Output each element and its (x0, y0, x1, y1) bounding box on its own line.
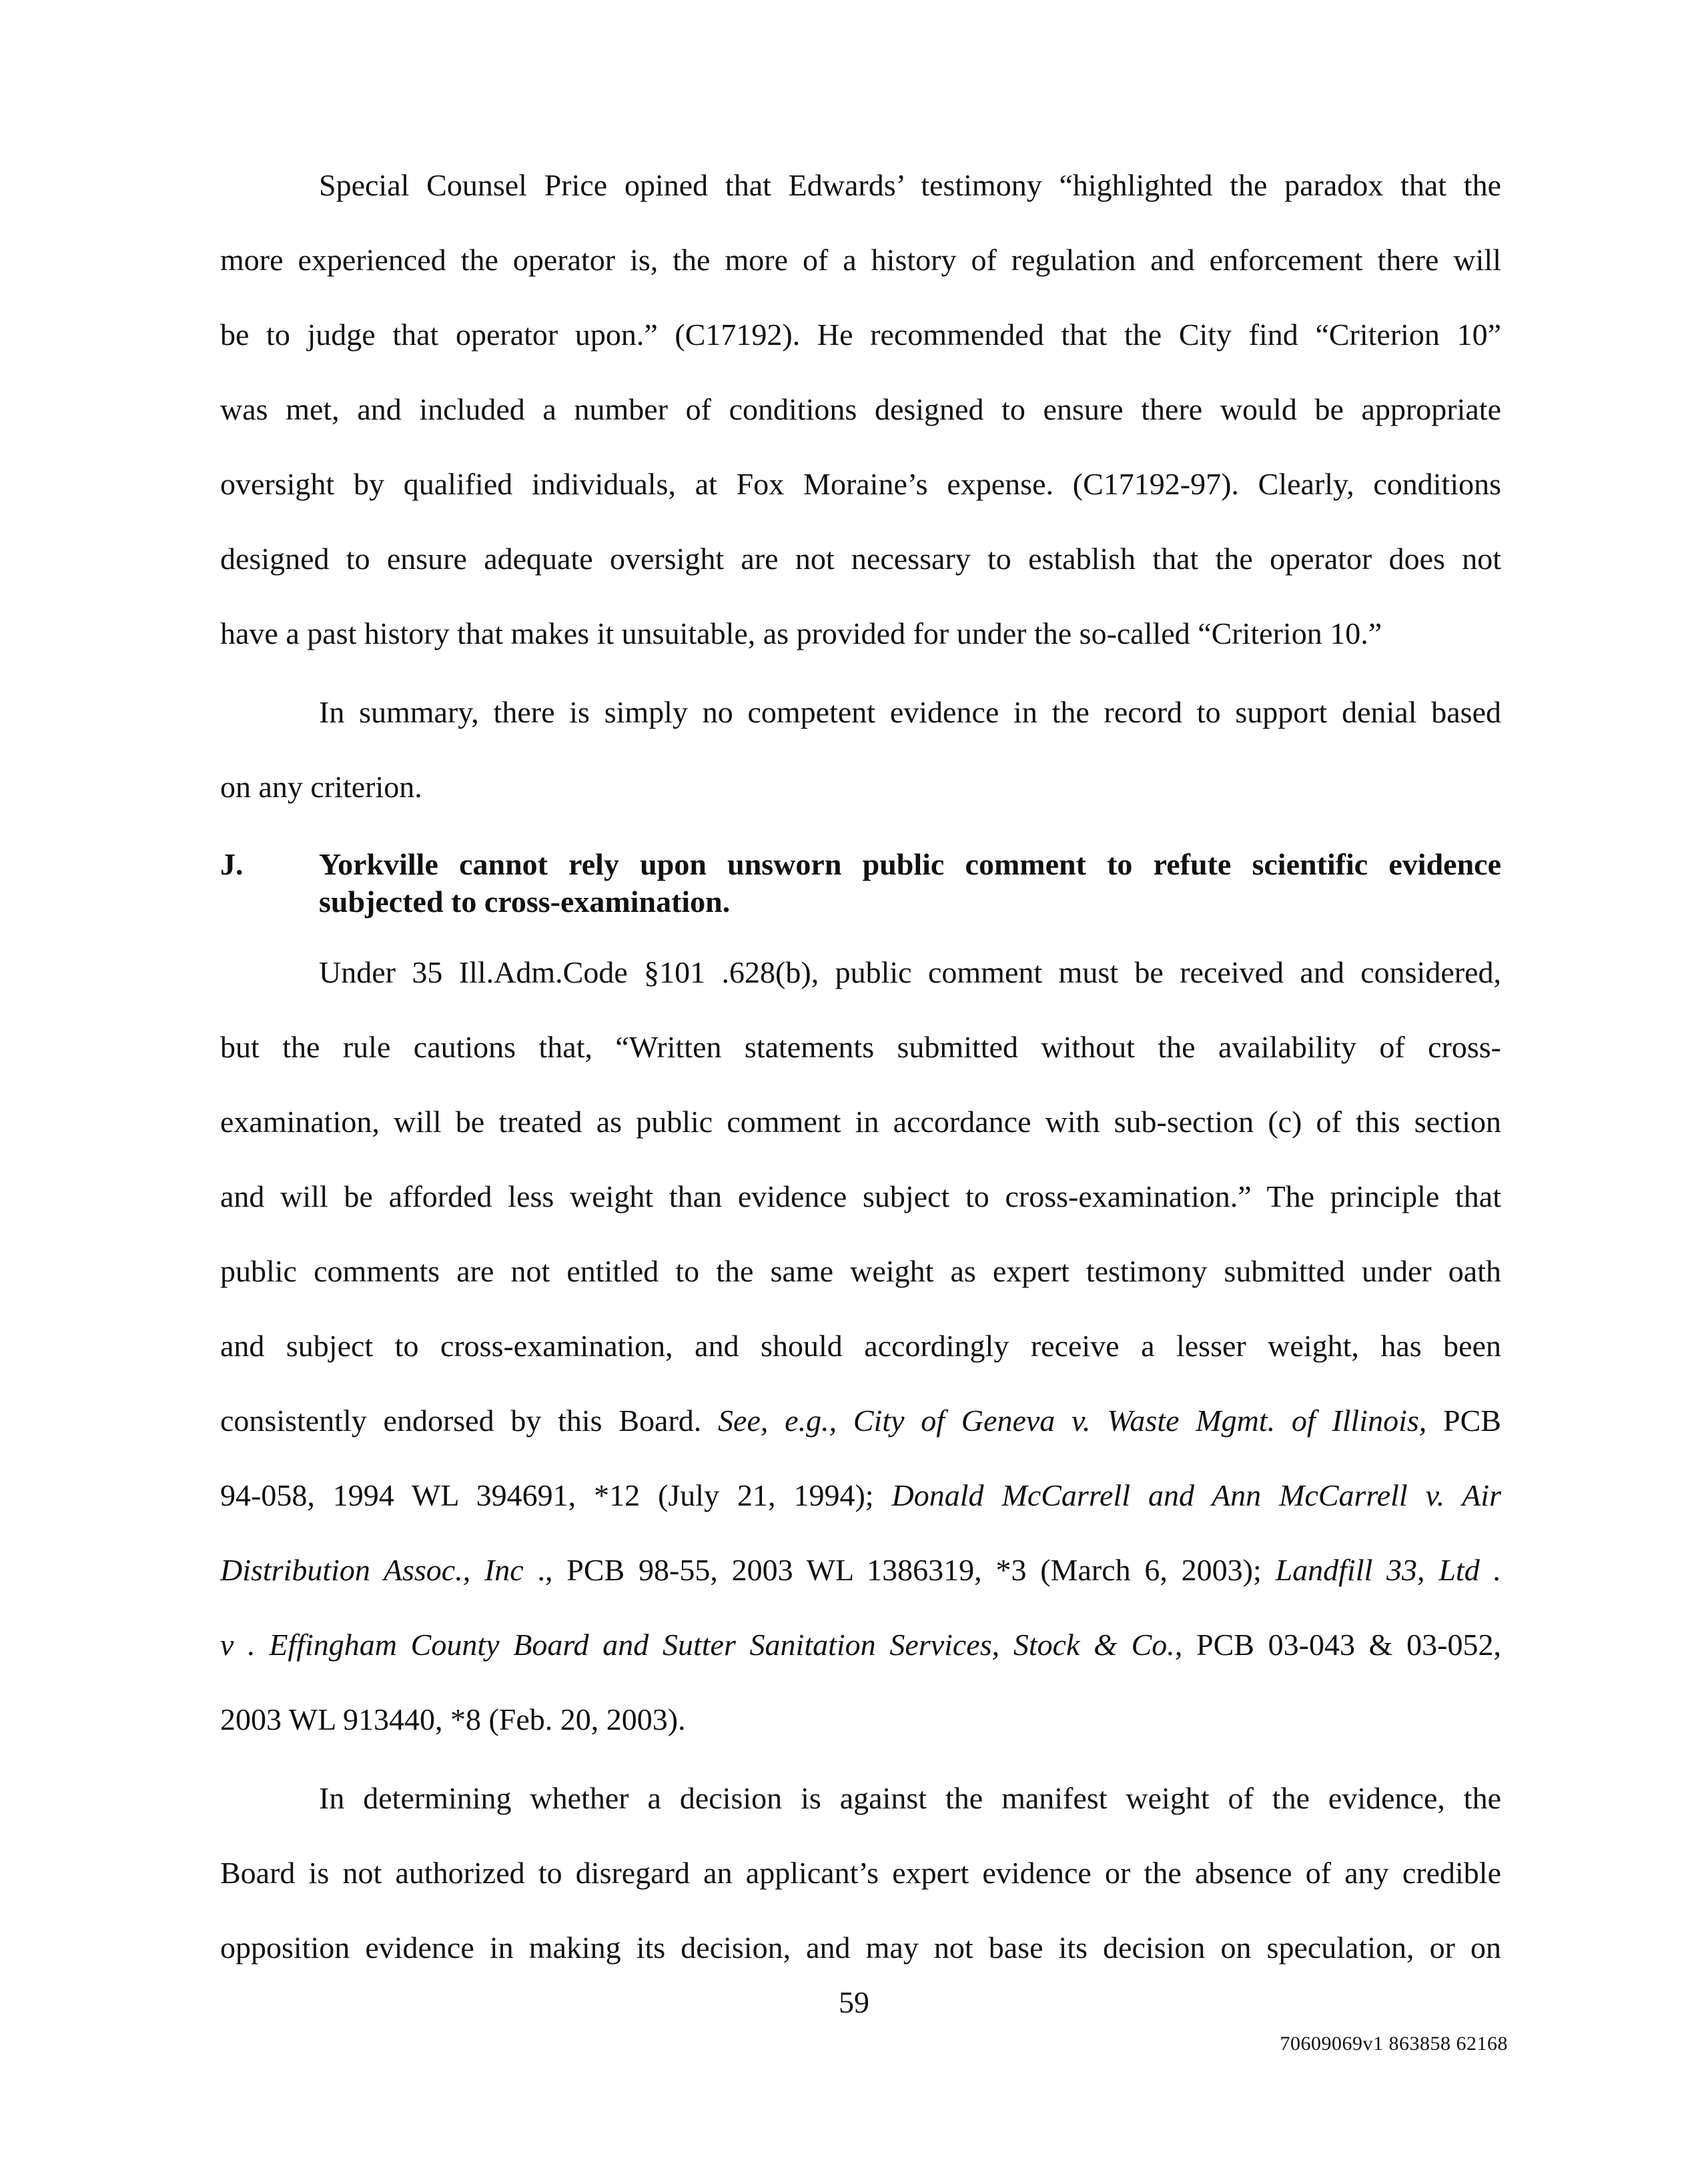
heading-label: J. (220, 847, 244, 881)
citation: Landfill 33, Ltd . (1275, 1553, 1501, 1587)
heading-text: subjected to cross-examination. (319, 885, 731, 919)
citation: v . Effingham County Board and Sutter Sanitation Services, Stock & Co. (220, 1628, 1175, 1662)
document-page: Special Counsel Price opined that Edwards’ testimony “highlighted the paradox that the more experienced the operator is, the more of a history of regulation and enforcement there will be to judge that operator upon.” (C17192). He recommended that the City find “Criterion 10” was met, and included a number of conditions designed to ensure there would be appropriate oversight by qualified individuals, at Fox Moraine’s expense. (C17192-97). Clearly, conditions designed to ensure adequate oversight are not necessary to establish that the operator does not have a past history that makes it unsuitable, as provided for under the so-called “Criterion 10.” In summary, there is simply no competent evidence in the record to support denial based on any criterion. J. Yorkville cannot rely upon unsworn public comment to refute scientific evidence subjected to cross-examination. Under 35 Ill.Adm.Code §101 .628(b), public comment must be received and considered, but the rule cautions that, “Written statements submitted without the availability of cross- examination, will be treated as public comment in accordance with sub-section (c) of this section and will be afforded less weight than evidence subject to cross-examination.” The principle that public comments are not entitled to the same weight as expert testimony submitted under oath and subject to cross-examination, and should accordingly receive a lesser weight, has been consistently endorsed by this Board. See, e.g., City of Geneva v. Waste Mgmt. of Illinois, PCB 94-058, 1994 WL 394691, *12 (July 21, 1994); Donald McCarrell and Ann McCarrell v. Air Distribution Assoc., Inc ., PCB 98-55, 2003 WL 1386319, *3 (March 6, 2003); Landfill 33, Ltd . v . Effingham County Board and Sutter Sanitation Services, Stock & Co., PCB 03-043 & 03-052, 2003 WL 913440, *8 (Feb. 20, 2003). In determining whether a decision is against the manifest weight of the evidence, the Board is not authorized to disregard an applicant’s expert evidence or the absence of any credible opposition evidence in making its decision, and may not base its decision on speculation, or on 59 70609069v1 863858 62168 (0, 0, 1708, 2172)
document-id: 70609069v1 863858 62168 (1280, 2033, 1508, 2055)
page-number: 59 (839, 1985, 869, 2019)
citation: Distribution Assoc., Inc (220, 1553, 524, 1587)
citation: See, e.g., City of Geneva v. Waste Mgmt. of Illinois, (718, 1404, 1427, 1438)
heading-text: Yorkville cannot rely upon unsworn public comment to refute scientific evidence (319, 847, 1501, 881)
citation: Donald McCarrell and Ann McCarrell v. Air (891, 1478, 1501, 1512)
